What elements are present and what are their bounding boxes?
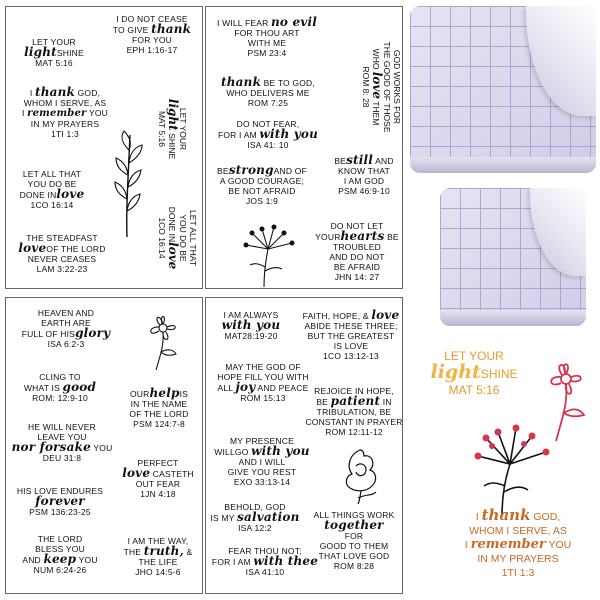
stamp-his-love-endures: HIS LOVE ENDURES forever PSM 136:23-25 (16, 486, 104, 517)
stamp-i-do-not-cease: I DO NOT CEASE TO GIVE thank FOR YOU EPH 1:16-17 (112, 14, 192, 55)
leaf-branch-stamp (102, 125, 152, 240)
stamp-faith-hope-love: FAITH, HOPE, & love ABIDE THESE THREE; BUT THE GREATEST IS LOVE 1CO 13:12-13 (302, 308, 400, 361)
stamp-lord-bless-you: THE LORD BLESS YOU AND keep YOU NUM 6:24-26 (22, 534, 98, 575)
stamp-god-of-hope: MAY THE GOD OF HOPE FILL YOU WITH ALL joy AND PEACE ROM 15:13 (217, 362, 309, 403)
stamp-be-strong: BEstrongAND OF A GOOD COURAGE; BE NOT AFRAID JOS 1:9 (216, 163, 307, 206)
stamp-let-your-light: LET YOUR lightSHINE MAT 5:16 (24, 37, 84, 68)
stamp-thank-be-to-god: thank BE TO GOD, WHO DELIVERS ME ROM 7:25 (221, 75, 315, 108)
stamp-rejoice-in-hope: REJOICE IN HOPE, BE patient IN TRIBULATION, BE CONSTANT IN PRAYER ROM 12:11-12 (305, 386, 403, 437)
red-dandelion-print (462, 420, 562, 518)
stamp-be-still: BEstill AND KNOW THAT I AM GOD PSM 46:9-10 (334, 153, 394, 196)
stamp-our-help: OURhelpIS IN THE NAME OF THE LORD PSM 124:7-8 (129, 386, 189, 429)
acrylic-block-edge (440, 310, 586, 326)
stamp-i-am-the-way: I AM THE WAY, THE truth, & THE LIFE JHO 14:5-6 (123, 536, 193, 577)
sample-print-let-your-light: LET YOUR lightSHINE MAT 5:16 (430, 349, 518, 397)
stamp-my-presence: MY PRESENCE WILLGO with you AND I WILL GIVE YOU REST EXO 33:13-14 (214, 436, 310, 487)
stamp-sheet-3 (5, 297, 203, 594)
stamp-do-not-let-your-hearts: DO NOT LET YOURhearts BE TROUBLED AND DO NOT BE AFRAID JHN 14: 27 (315, 221, 399, 282)
stamp-fear-no-evil: I WILL FEAR no evil FOR THOU ART WITH ME PSM 23:4 (216, 15, 318, 58)
stamp-cling-to-good: CLING TO WHAT IS good ROM: 12:9-10 (23, 372, 97, 403)
stamp-steadfast-love: THE STEADFAST loveOF THE LORD NEVER CEASES LAM 3:22-23 (18, 233, 106, 274)
sample-print-i-thank-god: I thank GOD, WHOM I SERVE, AS I remember YOU IN MY PRAYERS 1TI 1:3 (464, 506, 572, 579)
stamp-do-not-fear: DO NOT FEAR, FOR I AM with you ISA 41: 10 (217, 119, 319, 150)
stamp-heaven-and-earth: HEAVEN AND EARTH ARE FULL OF HISglory ISA 6:2-3 (21, 308, 111, 349)
acrylic-block-edge (410, 157, 596, 173)
stamp-behold-god-salvation: BEHOLD, GOD IS MY salvation ISA 12:2 (210, 502, 300, 533)
acrylic-block-small (440, 188, 586, 326)
stamp-i-am-always: I AM ALWAYS with you MAT28:19-20 (221, 310, 281, 341)
flower-stamp (138, 310, 188, 372)
stamp-all-things-work: ALL THINGS WORK together FOR GOOD TO THEM THAT LOVE GOD ROM 8:28 (313, 510, 395, 571)
stamp-let-all-that-vertical: LET ALL THAT YOU DO BE DONE INlove 1CO 16:14 (157, 206, 198, 270)
stamp-sheet-4 (205, 297, 403, 594)
stamp-let-your-light-vertical: LET YOUR light SHINE MAT 5:16 (157, 98, 188, 160)
stamp-sheet-1 (5, 6, 203, 289)
stamp-sheet-2 (205, 6, 403, 289)
stamp-let-all-that: LET ALL THAT YOU DO BE DONE INlove 1CO 16:14 (19, 169, 85, 210)
stamp-god-works-vertical: GOD WORKS FOR THE GOOD OF THOSE WHO love THEM ROM 8: 28 (361, 41, 402, 133)
stamp-never-leave-you: HE WILL NEVER LEAVE YOU nor forsake YOU DEU 31:8 (11, 422, 113, 463)
daffodil-flower-stamp (336, 446, 386, 506)
stamp-i-thank-god: I thank GOD, WHOM I SERVE, AS I remember YOU IN MY PRAYERS 1TI 1:3 (22, 85, 108, 139)
dandelion-flower-stamp (234, 219, 304, 289)
stamp-perfect-love: PERFECT love CASTETH OUT FEAR 1JN 4:18 (122, 458, 194, 499)
stamp-fear-thou-not: FEAR THOU NOT; FOR I AM with thee ISA 41:10 (211, 546, 319, 577)
acrylic-block-large (410, 6, 596, 173)
